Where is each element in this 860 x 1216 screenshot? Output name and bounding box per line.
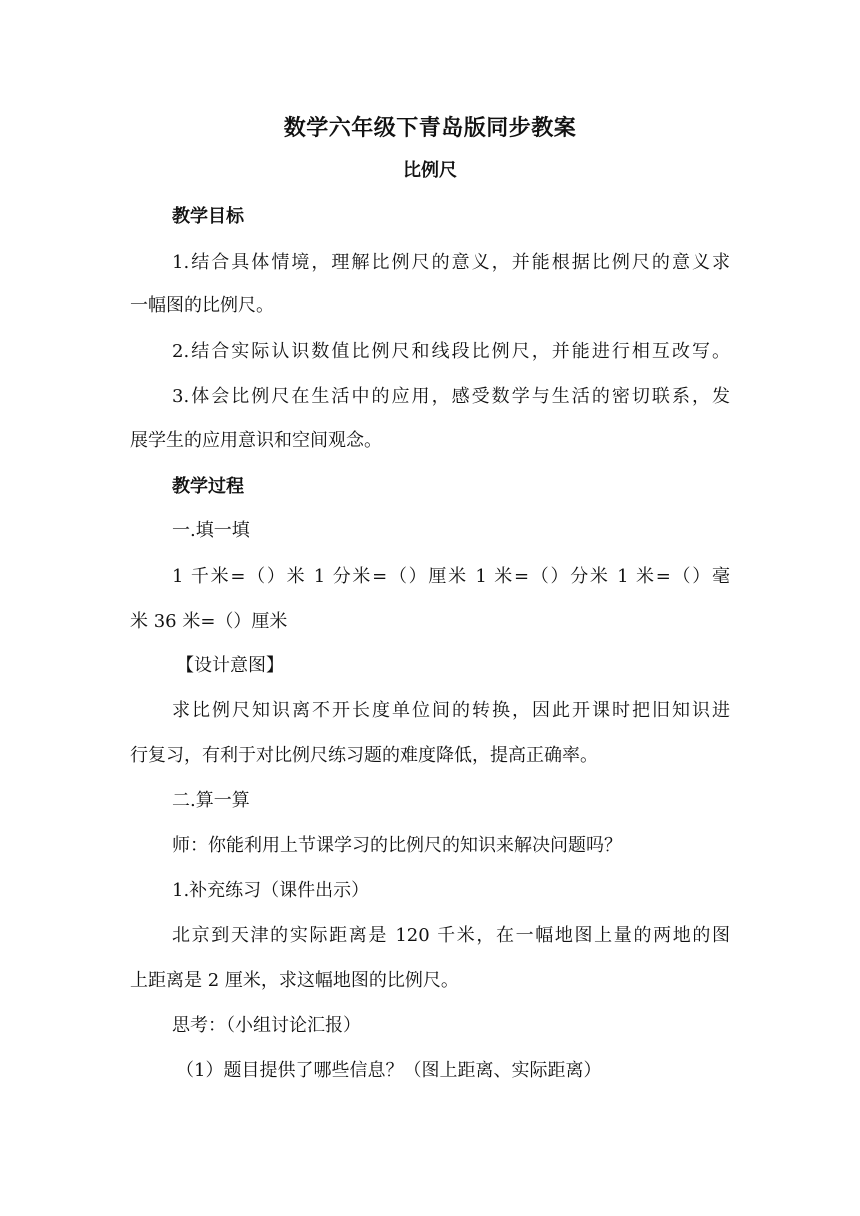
fill-in-line-1: 1 千米=（）米 1 分米=（）厘米 1 米=（）分米 1 米=（）毫 bbox=[172, 566, 730, 587]
fill-in-line-2: 米 36 米=（）厘米 bbox=[130, 611, 288, 632]
heading-process: 教学过程 bbox=[172, 476, 244, 497]
think-prompt: 思考：（小组讨论汇报） bbox=[172, 1015, 361, 1036]
section-1-heading: 一.填一填 bbox=[172, 520, 250, 541]
heading-objectives: 教学目标 bbox=[172, 206, 244, 227]
objective-1-line-1: 1.结合具体情境，理解比例尺的意义，并能根据比例尺的意义求 bbox=[172, 252, 730, 273]
intent-line-2: 行复习，有利于对比例尺练习题的难度降低，提高正确率。 bbox=[130, 745, 598, 766]
objective-1-line-2: 一幅图的比例尺。 bbox=[130, 295, 274, 316]
document-title: 数学六年级下青岛版同步教案 bbox=[283, 116, 577, 141]
problem-line-1: 北京到天津的实际距离是 120 千米，在一幅地图上量的两地的图 bbox=[172, 925, 730, 946]
design-intent-label: 【设计意图】 bbox=[176, 655, 284, 676]
objective-2: 2.结合实际认识数值比例尺和线段比例尺，并能进行相互改写。 bbox=[172, 341, 730, 362]
exercise-1-label: 1.补充练习（课件出示） bbox=[172, 880, 370, 901]
problem-line-2: 上距离是 2 厘米，求这幅地图的比例尺。 bbox=[130, 970, 459, 991]
lesson-subtitle: 比例尺 bbox=[403, 160, 457, 181]
objective-3-line-2: 展学生的应用意识和空间观念。 bbox=[130, 430, 382, 451]
think-question-1: （1）题目提供了哪些信息？（图上距离、实际距离） bbox=[176, 1060, 602, 1081]
intent-line-1: 求比例尺知识离不开长度单位间的转换，因此开课时把旧知识进 bbox=[172, 700, 730, 721]
section-2-heading: 二.算一算 bbox=[172, 790, 250, 811]
objective-3-line-1: 3.体会比例尺在生活中的应用，感受数学与生活的密切联系，发 bbox=[172, 386, 730, 407]
teacher-question: 师：你能利用上节课学习的比例尺的知识来解决问题吗？ bbox=[172, 835, 622, 856]
